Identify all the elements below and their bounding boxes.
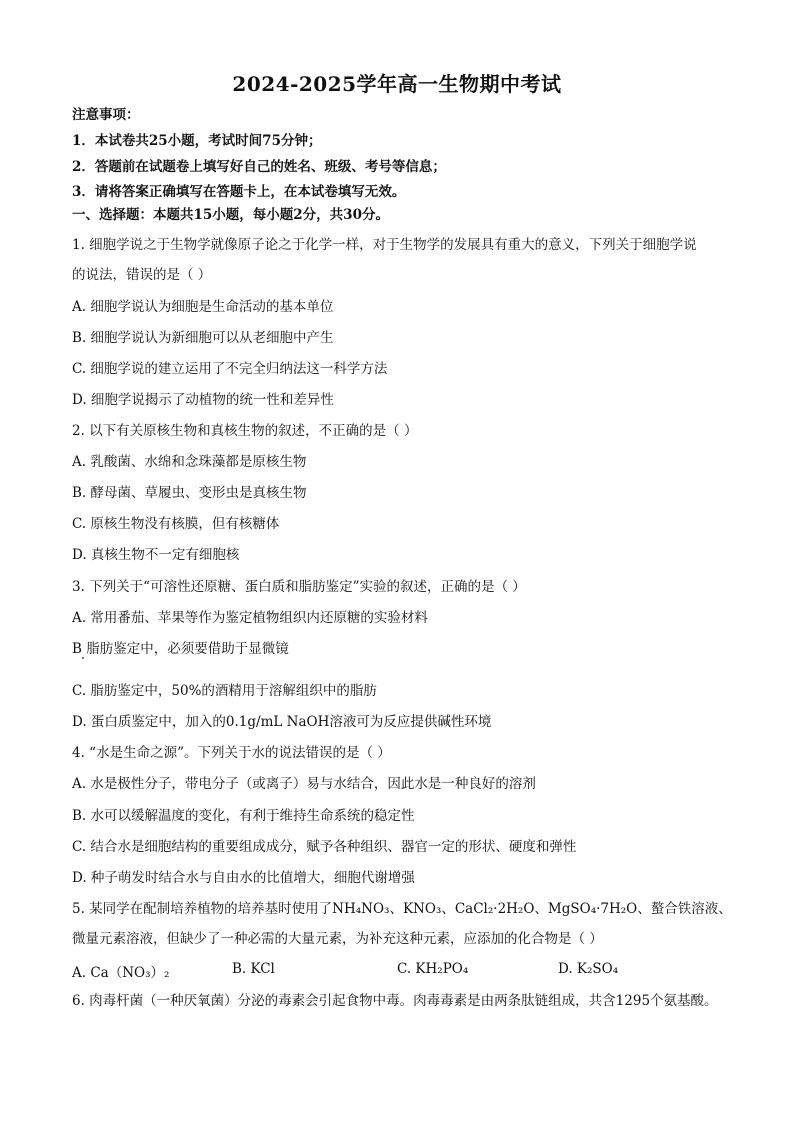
notice-item-1: 1．本试卷共25小题，考试时间75分钟；	[72, 133, 322, 149]
stray-dot-mark	[82, 657, 84, 659]
q3-option-a: A. 常用番茄、苹果等作为鉴定植物组织内还原糖的实验材料	[72, 610, 428, 626]
q3-option-d: D. 蛋白质鉴定中，加入的0.1g/mL NaOH溶液可为反应提供碱性环境	[72, 714, 492, 730]
notice-item-2: 2．答题前在试题卷上填写好自己的姓名、班级、考号等信息；	[72, 159, 446, 175]
q2-option-b: B. 酵母菌、草履虫、变形虫是真核生物	[72, 485, 307, 501]
notice-heading: 注意事项：	[72, 107, 140, 123]
q5-option-a: A. Ca（NO₃）₂	[72, 965, 170, 981]
q4-option-c: C. 结合水是细胞结构的重要组成成分，赋予各种组织、器官一定的形状、硬度和弹性	[72, 839, 577, 855]
q1-option-c: C. 细胞学说的建立运用了不完全归纳法这一科学方法	[72, 361, 388, 377]
q6-stem: 6. 肉毒杆菌（一种厌氧菌）分泌的毒素会引起食物中毒。肉毒毒素是由两条肽链组成，共含1295个氨基酸。	[72, 993, 718, 1009]
q5-option-b: B. KCl	[232, 961, 275, 977]
q5-stem-line1: 5. 某同学在配制培养植物的培养基时使用了NH₄NO₃、KNO₃、CaCl₂·2H₂O、MgSO₄·7H₂O、螯合铁溶液、	[72, 901, 732, 917]
q3-option-b: B 脂肪鉴定中，必须要借助于显微镜	[72, 641, 289, 657]
q2-option-d: D. 真核生物不一定有细胞核	[72, 547, 240, 563]
q2-option-a: A. 乳酸菌、水绵和念珠藻都是原核生物	[72, 454, 307, 470]
q5-options-row	[72, 961, 732, 979]
q4-option-b: B. 水可以缓解温度的变化，有利于维持生命系统的稳定性	[72, 808, 415, 824]
q5-stem-line2: 微量元素溶液，但缺少了一种必需的大量元素，为补充这种元素，应添加的化合物是（ ）	[72, 931, 603, 947]
q1-option-b: B. 细胞学说认为新细胞可以从老细胞中产生	[72, 330, 334, 346]
q3-stem: 3. 下列关于“可溶性还原糖、蛋白质和脂肪鉴定”实验的叙述，正确的是（ ）	[72, 579, 526, 595]
q4-option-a: A. 水是极性分子，带电分子（或离子）易与水结合，因此水是一种良好的溶剂	[72, 776, 536, 792]
section-heading-choice: 一、选择题：本题共15小题，每小题2分，共30分。	[72, 207, 389, 223]
q2-option-c: C. 原核生物没有核膜，但有核糖体	[72, 516, 280, 532]
q5-option-d: D. K₂SO₄	[558, 961, 619, 977]
q3-option-c: C. 脂肪鉴定中，50%的酒精用于溶解组织中的脂肪	[72, 683, 377, 699]
q1-option-a: A. 细胞学说认为细胞是生命活动的基本单位	[72, 299, 334, 315]
q1-stem-line2: 的说法，错误的是（ ）	[72, 267, 212, 283]
q4-stem: 4. “水是生命之源”。下列关于水的说法错误的是（ ）	[72, 745, 391, 761]
q1-option-d: D. 细胞学说揭示了动植物的统一性和差异性	[72, 392, 334, 408]
q4-option-d: D. 种子萌发时结合水与自由水的比值增大，细胞代谢增强	[72, 870, 415, 886]
q2-stem: 2. 以下有关原核生物和真核生物的叙述，不正确的是（ ）	[72, 423, 418, 439]
exam-title: 2024-2025学年高一生物期中考试	[232, 72, 562, 96]
notice-item-3: 3．请将答案正确填写在答题卡上，在本试卷填写无效。	[72, 184, 406, 200]
q5-option-c: C. KH₂PO₄	[397, 961, 469, 977]
q1-stem-line1: 1. 细胞学说之于生物学就像原子论之于化学一样，对于生物学的发展具有重大的意义，下列关于细胞学说	[72, 237, 697, 253]
